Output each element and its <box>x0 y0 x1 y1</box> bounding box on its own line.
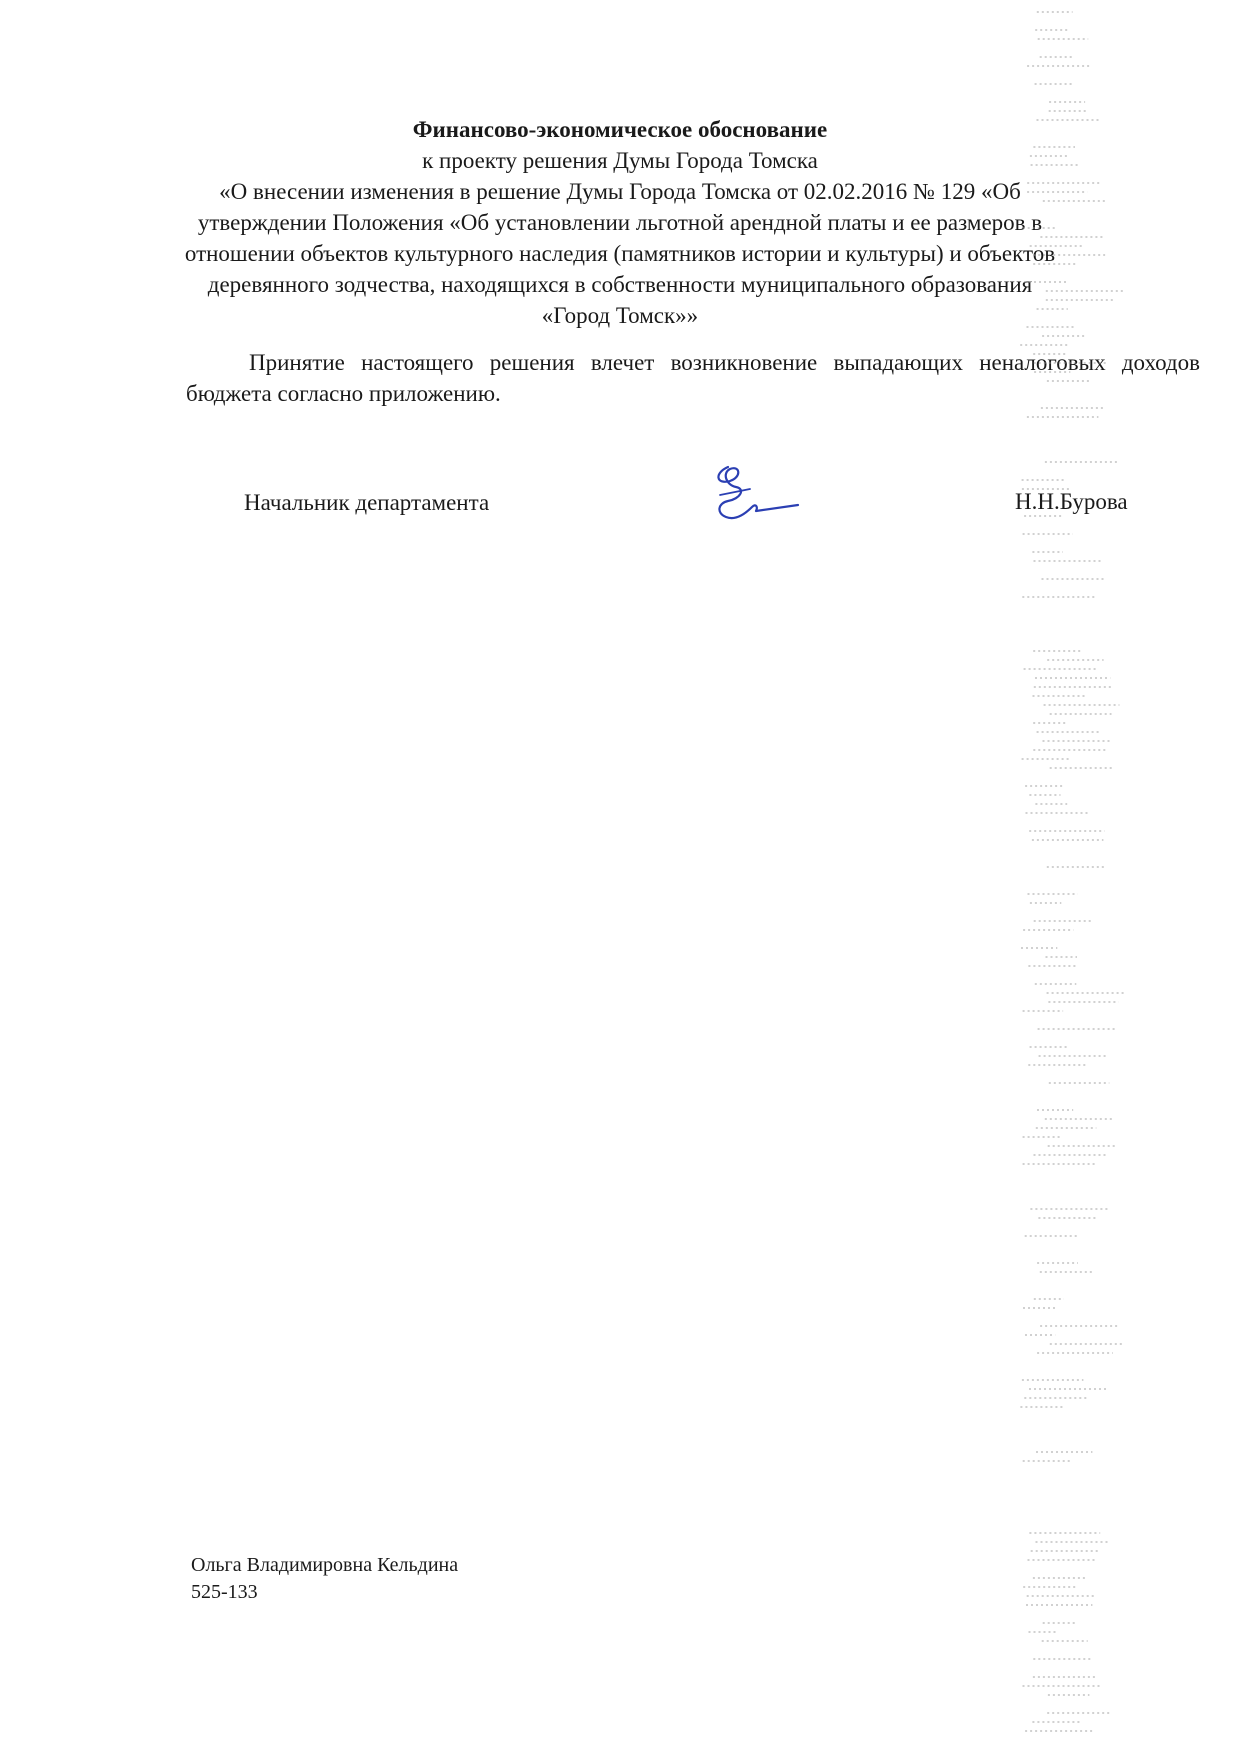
document-subject: «О внесении изменения в решение Думы Города Томска от 02.02.2016 № 129 «Об утверждении Положения «Об установлении льготной арендной платы и ее размеров в отношении объектов культурного наследия (памятников истории и культуры) и объектов деревянного зодчества, находящихся в собственности муниципального образования «Город Томск»» <box>184 179 1056 328</box>
document-title: Финансово-экономическое обоснование <box>412 117 828 142</box>
contact-person: Ольга Владимировна Кельдина <box>191 1554 459 1576</box>
header-block <box>180 114 1060 331</box>
document-subtitle: к проекту решения Думы Города Томска <box>422 148 818 173</box>
body-paragraph: Принятие настоящего решения влечет возникновение выпадающих неналоговых доходов бюджета согласно приложению. <box>186 350 1200 406</box>
handwritten-signature <box>700 455 800 535</box>
contact-block <box>191 1552 458 1606</box>
signer-name: Н.Н.Бурова <box>1015 489 1128 514</box>
signer-position: Начальник департамента <box>244 490 490 515</box>
contact-phone: 525-133 <box>191 1581 258 1603</box>
